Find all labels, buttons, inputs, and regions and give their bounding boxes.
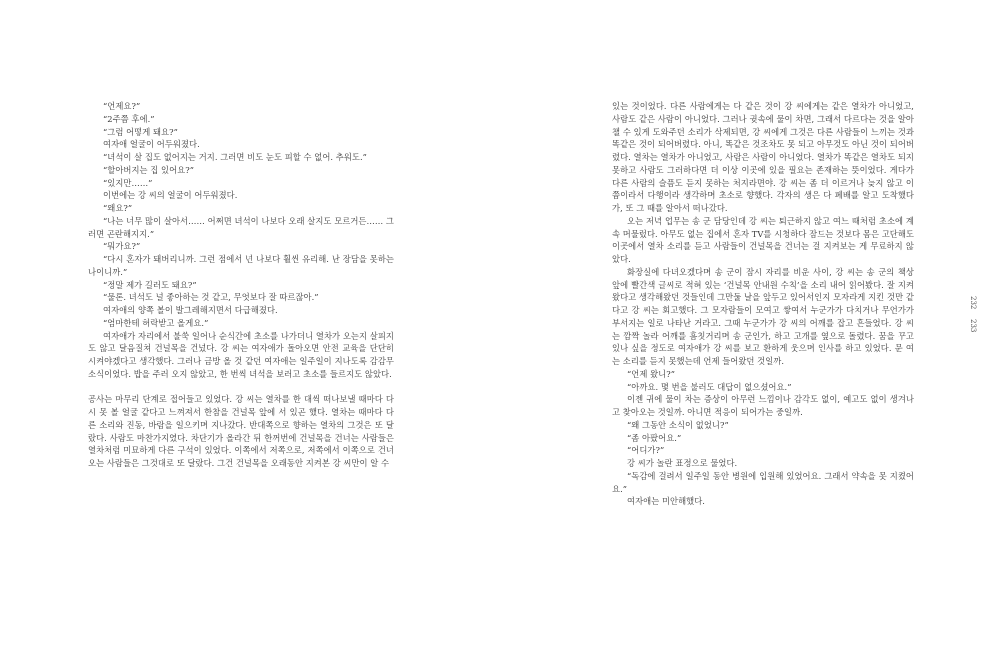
dialogue-line: “할아버지는 집 있어요?” — [103, 164, 195, 175]
dialogue-line: “좀 아팠어요.” — [627, 432, 682, 443]
dialogue-line: “나는 너무 많이 살아서…… 어쩌면 녀석이 나보다 오래 살지도 모르거든…… 그러면 곤란해지지.” — [88, 215, 394, 239]
paragraph: 여자애의 양쪽 볼이 발그레해지면서 다급해졌다. — [103, 305, 278, 315]
dialogue-line: “언제요?” — [103, 101, 141, 111]
paragraph: 여자애가 자리에서 불쑥 일어나 순식간에 초소를 나가더니 열차가 오는지 살피지도 않고 달음질쳐 건널목을 건넜다. 강 씨는 여자애가 돌아오면 안전 교육을 단단히 시켜야겠다고 생각했다. 그러나 금방 올 것 같던 여자애는 일주일이 지나도록 감감무소식이었다. 밥을 주러 오지 않았고, 한 번씩 녀석을 보러고 초소를 들르지도 않았다. — [88, 330, 394, 379]
dialogue-line: “물론. 녀석도 널 좋아하는 것 같고, 무엇보다 잘 따르잖아.” — [103, 292, 319, 303]
left-page — [88, 100, 394, 470]
dialogue-line: “정말 제가 길러도 돼요?” — [103, 279, 197, 290]
page-number-right: 233 — [969, 319, 977, 333]
paragraph: 강 씨가 놀란 표정으로 물었다. — [627, 458, 738, 468]
page-numbers — [968, 296, 980, 333]
dialogue-line: “독감에 걸려서 일주일 동안 병원에 입원해 있었어요. 그래서 약속을 못 지켰어요.” — [612, 470, 914, 494]
paragraph: 여자애는 미안해했다. — [627, 496, 705, 507]
paragraph-spacer — [88, 381, 394, 394]
dialogue-line: “그럼 어떻게 돼요?” — [103, 126, 178, 137]
paragraph: 이젠 귀에 물이 차는 증상이 아무런 느낌이나 감각도 없이, 예고도 없이 생겨나고 찾아오는 것일까. 아니면 적응이 되어가는 중일까. — [612, 394, 914, 417]
dialogue-line: “어디가?” — [627, 445, 665, 456]
dialogue-line: “2주쯤 후에.” — [103, 113, 155, 124]
dialogue-line: “뭐가요?” — [103, 241, 141, 252]
paragraph: 공사는 마무리 단계로 접어들고 있었다. 강 씨는 열차를 한 대씩 떠나보낼 때마다 다시 못 볼 얼굴 같다고 느껴져서 한참을 건널목 앞에 서 있곤 했다. 열차는 때마다 다른 소리와 진동, 바람을 일으키며 지나갔다. 반대쪽으로 향하는 열차의 그것은 또 달랐다. 사람도 마찬가지였다. 차단기가 올라간 뒤 한꺼번에 건널목을 건너는 사람들은 열차처럼 미묘하게 다른 구석이 있었다. 이쪽에서 저쪽으로, 저쪽에서 이쪽으로 건너오는 사람들은 그것대로 또 달랐다. 그건 건널목을 오래동안 지켜본 강 씨만이 알 수 — [88, 394, 394, 468]
page-number-left: 232 — [969, 296, 977, 310]
right-page — [612, 100, 914, 508]
paragraph: 여자애 얼굴이 어두워졌다. — [103, 139, 200, 150]
paragraph: 오는 저녁 업무는 송 군 담당인데 강 씨는 퇴근하지 않고 여느 때처럼 초소에 계속 머물렀다. 아무도 없는 집에서 혼자 TV를 시청하다 잠드는 것보다 몸은 고단해도 이곳에서 열차 소리를 듣고 사람들이 건널목을 건너는 걸 지켜보는 게 무료하지 않았다. — [612, 215, 914, 264]
dialogue-line: “녀석이 살 집도 없어지는 거지. 그러면 비도 눈도 피할 수 없어. 추워도.” — [103, 152, 367, 162]
dialogue-line: “왜요?” — [103, 203, 133, 213]
paragraph: 이번에는 강 씨의 얼굴이 어두워졌다. — [103, 190, 238, 201]
paragraph: 있는 것이었다. 다른 사람에게는 다 같은 것이 강 씨에게는 같은 열차가 아니었고, 사람도 같은 사람이 아니었다. 그러나 귓속에 물이 차면, 그래서 다르다는 것을 알아챌 수 있게 도와주던 소리가 삭제되면, 강 씨에게 그것은 다른 사람들이 느끼는 것과 똑같은 것이 되어버렸다. 아니, 똑같은 것조차도 못 되고 아무것도 아닌 것이 되어버렸다. 열차는 열차가 아니었고, 사람은 사람이 아니었다. 열차가 똑같은 열차도 되지 못하고 사람도 그러하다면 더 이상 이곳에 있을 필요는 존재하는 뜻이었다. 게다가 다른 사람의 슬픔도 듣지 못하는 처지라면야. 강 씨는 좀 더 이르거나 늦지 않고 이쯤이라서 다행이라 생각하며 초소로 향했다. 각자의 생은 다 페배를 알고 도착했다가, 또 그 때를 알아서 떠나갔다. — [612, 101, 914, 213]
dialogue-line: “언제 왔니?” — [627, 368, 676, 379]
dialogue-line: “엄마한테 허락받고 올게요.” — [103, 317, 209, 328]
dialogue-line: “다시 혼자가 돼버리니까. 그런 점에서 넌 나보다 훨씬 유리해. 난 장담을 못하는 나이니까.” — [88, 254, 394, 277]
dialogue-line: “아까요. 몇 번을 불러도 대답이 없으셨어요.” — [627, 381, 792, 392]
dialogue-line: “왜 그동안 소식이 없었니?” — [627, 419, 729, 430]
dialogue-line: “있지만……” — [103, 177, 153, 188]
paragraph: 화장실에 다녀오겠다며 송 군이 잠시 자리를 비운 사이, 강 씨는 송 군의 책상 앞에 빨간색 글씨로 적혀 있는 ‘건널목 안내원 수칙’을 소리 내어 읽어봤다. 잘 지켜왔다고 생각해왔던 것들인데 그만둘 날을 앞두고 있어서인지 모자라게 지킨 것만 같다고 강 씨는 회고했다. 그 모자람들이 모여고 쌓여서 누군가가 다치거나 무언가가 부서지는 일로 나타난 거라고. 그때 누군가가 강 씨의 어깨를 잡고 흔들었다. 강 씨는 깜짝 놀라 어깨를 흠칫거리며 송 군인가, 하고 고개를 옆으로 돌렸다. 꿈을 꾸고 있나 싶을 정도로 여자애가 강 씨를 보고 환하게 웃으며 인사를 하고 있었다. 문 여는 소리를 듣지 못했는데 언제 들어왔던 것일까. — [612, 266, 914, 366]
